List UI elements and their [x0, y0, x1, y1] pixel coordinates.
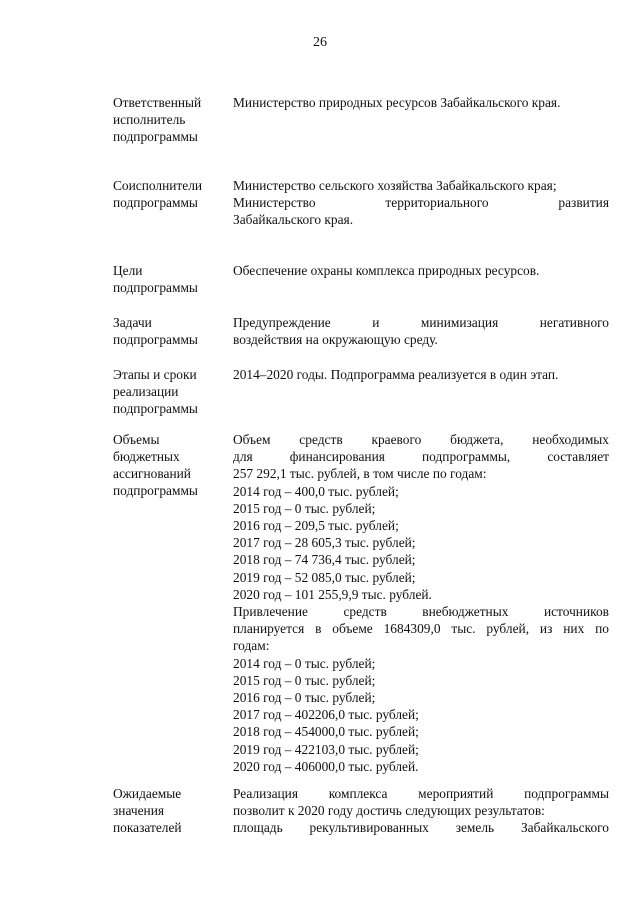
- row-value-line: 2017 год – 28 605,3 тыс. рублей;: [233, 535, 416, 551]
- row-value-line: позволит к 2020 году достичь следующих результатов:: [233, 803, 545, 819]
- row-value-line: 2019 год – 52 085,0 тыс. рублей;: [233, 569, 416, 585]
- row-value-line: 2016 год – 0 тыс. рублей;: [233, 690, 376, 706]
- row-value-line: Министерство территориального развития: [233, 195, 609, 211]
- row-value-line: воздействия на окружающую среду.: [233, 332, 438, 348]
- row-label: [113, 262, 225, 296]
- row-value-line: Объем средств краевого бюджета, необходимых: [233, 432, 609, 447]
- row-value-line: 2015 год – 0 тыс. рублей;: [233, 500, 376, 516]
- row-label-line: показателей: [113, 820, 182, 835]
- row-value-line: 2014 год – 0 тыс. рублей;: [233, 655, 376, 671]
- row-value-line: площадь рекультивированных земель Забайкальского: [233, 820, 609, 836]
- row-label-line: Объемы: [113, 432, 160, 447]
- row-value-line: 2020 год – 101 255,9,9 тыс. рублей.: [233, 586, 432, 602]
- row-label: [113, 314, 225, 348]
- row-label-line: Цели: [113, 263, 143, 278]
- row-label: [113, 94, 225, 145]
- row-value-line: 2017 год – 402206,0 тыс. рублей;: [233, 707, 419, 723]
- row-value-line: Привлечение средств внебюджетных источников: [233, 604, 609, 620]
- row-label-line: подпрограммы: [113, 401, 198, 416]
- row-label-line: бюджетных: [113, 449, 180, 464]
- row-value-line: Министерство сельского хозяйства Забайкальского края;: [233, 178, 557, 193]
- row-label-line: подпрограммы: [113, 280, 198, 295]
- row-value-line: для финансирования подпрограммы, составляет: [233, 449, 609, 465]
- row-value-line: Предупреждение и минимизация негативного: [233, 315, 609, 330]
- row-label-line: Соисполнители: [113, 178, 203, 193]
- row-label-line: исполнитель: [113, 112, 186, 127]
- row-label-line: подпрограммы: [113, 195, 198, 210]
- row-value-line: 2015 год – 0 тыс. рублей;: [233, 672, 376, 688]
- row-value-line: Забайкальского края.: [233, 212, 354, 228]
- row-label-line: подпрограммы: [113, 129, 198, 144]
- page-number: 26: [313, 35, 327, 50]
- row-label-line: Ожидаемые: [113, 786, 182, 801]
- row-label: [113, 785, 225, 836]
- row-value-line: 2018 год – 454000,0 тыс. рублей;: [233, 724, 419, 740]
- row-value-line: 2016 год – 209,5 тыс. рублей;: [233, 518, 399, 534]
- row-value-line: 2019 год – 422103,0 тыс. рублей;: [233, 741, 419, 757]
- row-value-line: 257 292,1 тыс. рублей, в том числе по годам:: [233, 466, 487, 482]
- row-value: [233, 366, 609, 383]
- row-value: [233, 262, 609, 279]
- row-label-line: Ответственный: [113, 95, 202, 110]
- row-label: [113, 366, 225, 417]
- row-value-line: планируется в объеме 1684309,0 тыс. рублей, из них по: [233, 621, 609, 637]
- row-value: [233, 785, 609, 837]
- row-label-line: Этапы и сроки: [113, 367, 197, 382]
- row-label-line: подпрограммы: [113, 332, 198, 347]
- row-value: [233, 314, 609, 348]
- row-value-line: Министерство природных ресурсов Забайкальского края.: [233, 95, 561, 110]
- row-value-line: 2020 год – 406000,0 тыс. рублей.: [233, 758, 419, 774]
- row-value-line: 2014 год – 400,0 тыс. рублей;: [233, 483, 399, 499]
- row-label-line: подпрограммы: [113, 483, 198, 498]
- row-label: [113, 177, 225, 211]
- row-value-line: годам:: [233, 638, 270, 654]
- row-label-line: значения: [113, 803, 165, 818]
- row-value: [233, 94, 609, 111]
- row-label-line: Задачи: [113, 315, 152, 330]
- row-value-line: 2014–2020 годы. Подпрограмма реализуется в один этап.: [233, 367, 559, 382]
- row-label: [113, 431, 225, 499]
- row-value-line: 2018 год – 74 736,4 тыс. рублей;: [233, 552, 416, 568]
- row-label-line: реализации: [113, 384, 179, 399]
- row-value: [233, 177, 609, 229]
- row-label-line: ассигнований: [113, 466, 191, 481]
- row-value: [233, 431, 609, 775]
- row-value-line: Реализация комплекса мероприятий подпрограммы: [233, 786, 609, 801]
- row-value-line: Обеспечение охраны комплекса природных ресурсов.: [233, 263, 540, 278]
